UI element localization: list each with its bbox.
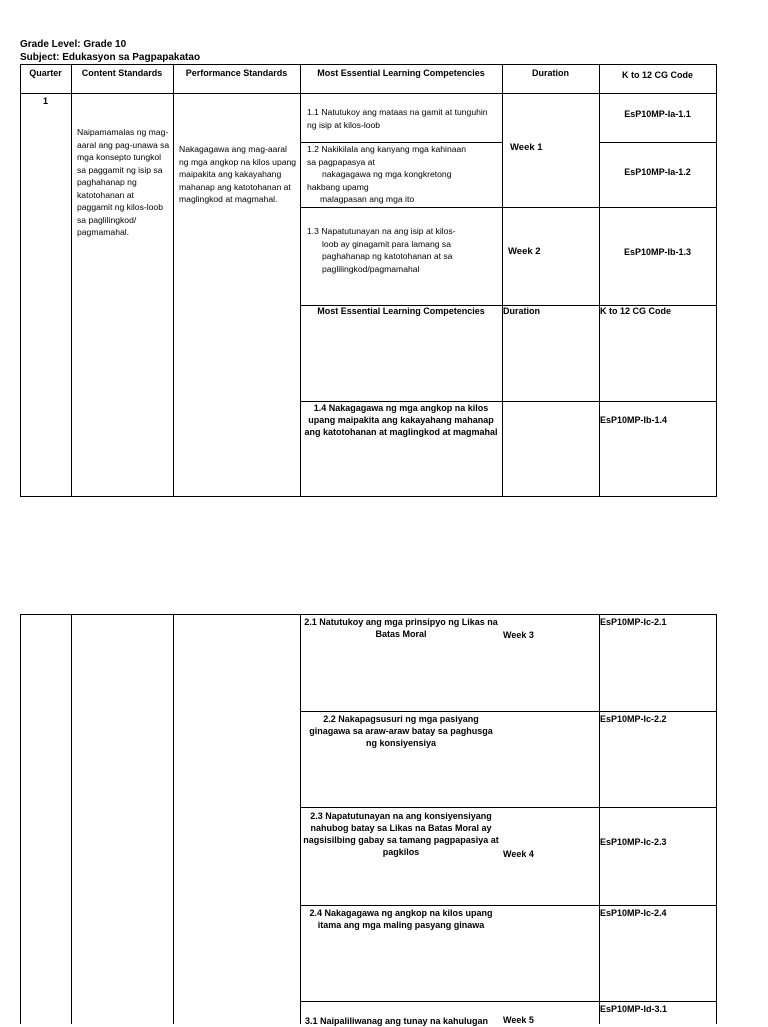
duration-week-1: Week 1	[510, 142, 543, 153]
duration-week-3: Week 3	[503, 630, 534, 640]
duration-week-5: Week 5	[503, 1015, 534, 1025]
duration-week-4: Week 4	[503, 849, 534, 859]
competency-1-1: 1.1 Natutukoy ang mataas na gamit at tunguhin ng isip at kilos-loob	[307, 107, 488, 130]
code-3-1: EsP10MP-Id-3.1	[600, 1004, 668, 1014]
competency-2-2: 2.2 Nakapagsusuri ng mga pasiyang ginagawa sa araw-araw batay sa paghusga ng konsiyensiya	[309, 714, 493, 748]
competency-1-3: 1.3 Napatutunayan na ang isip at kilos- loob ay ginagamit para lamang sa paghahanap ng katotohanan at sa paglilingkod/pagmamahal	[307, 226, 456, 274]
col-header-cg-code: K to 12 CG Code	[621, 70, 693, 80]
competency-2-1: 2.1 Natutukoy ang mga prinsipyo ng Likas na Batas Moral	[304, 617, 498, 639]
grade-level: Grade Level: Grade 10	[20, 39, 127, 50]
subject: Subject: Edukasyon sa Pagpapakatao	[20, 52, 201, 63]
sub-header-duration: Duration	[503, 306, 540, 316]
competency-1-4: 1.4 Nakagagawa ng mga angkop na kilos upang maipakita ang kakayahang mahanap ang katotohanan at maglingkod at magmahal	[304, 403, 498, 437]
competency-2-3: 2.3 Napatutunayan na ang konsiyensiyang nahubog batay sa Likas na Batas Moral ay nagsisilbing gabay sa tamang pagpapasiya at pagkilos	[303, 811, 499, 857]
sub-header-cg-code: K to 12 CG Code	[600, 306, 672, 316]
code-2-2: EsP10MP-Ic-2.2	[600, 714, 667, 724]
sub-header-competencies: Most Essential Learning Competencies	[317, 306, 485, 316]
col-header-performance-standards: Performance Standards	[185, 68, 288, 78]
code-1-4: EsP10MP-Ib-1.4	[600, 415, 668, 425]
code-1-1: EsP10MP-Ia-1.1	[624, 109, 691, 119]
col-header-duration: Duration	[532, 68, 569, 78]
code-1-3: EsP10MP-Ib-1.3	[623, 247, 692, 257]
competency-3-1: 3.1 Naipaliliwanag ang tunay na kahulugan	[305, 1016, 489, 1026]
content-standard: Naipamamalas ng mag-aaral ang pag-unawa sa mga konsepto tungkol sa paggamit ng isip sa paghahanap ng katotohanan at paggamit ng kilos-loob sa paglilingkod/ pagmamahal.	[77, 127, 170, 237]
competency-1-2: 1.2 Nakikilala ang kanyang mga kahinaan sa pagpapasya at nakagagawa ng mga kongkretong hakbang upamg malagpasan ang mga ito	[307, 144, 467, 204]
duration-week-2: Week 2	[508, 246, 541, 257]
competency-2-4: 2.4 Nakagagawa ng angkop na kilos upang itama ang mga maling pasyang ginawa	[309, 908, 493, 930]
col-header-quarter: Quarter	[29, 68, 62, 78]
code-1-2: EsP10MP-Ia-1.2	[624, 167, 691, 177]
col-header-content-standards: Content Standards	[81, 68, 163, 78]
col-header-competencies: Most Essential Learning Competencies	[317, 68, 485, 78]
code-2-1: EsP10MP-Ic-2.1	[600, 617, 667, 627]
quarter-number: 1	[42, 96, 48, 106]
code-2-4: EsP10MP-Ic-2.4	[600, 908, 667, 918]
code-2-3: EsP10MP-Ic-2.3	[600, 837, 667, 847]
performance-standard: Nakagagawa ang mag-aaral ng mga angkop na kilos upang maipakita ang kakayahang mahanap ang katotohanan at maglingkod at magmahal.	[179, 144, 297, 204]
